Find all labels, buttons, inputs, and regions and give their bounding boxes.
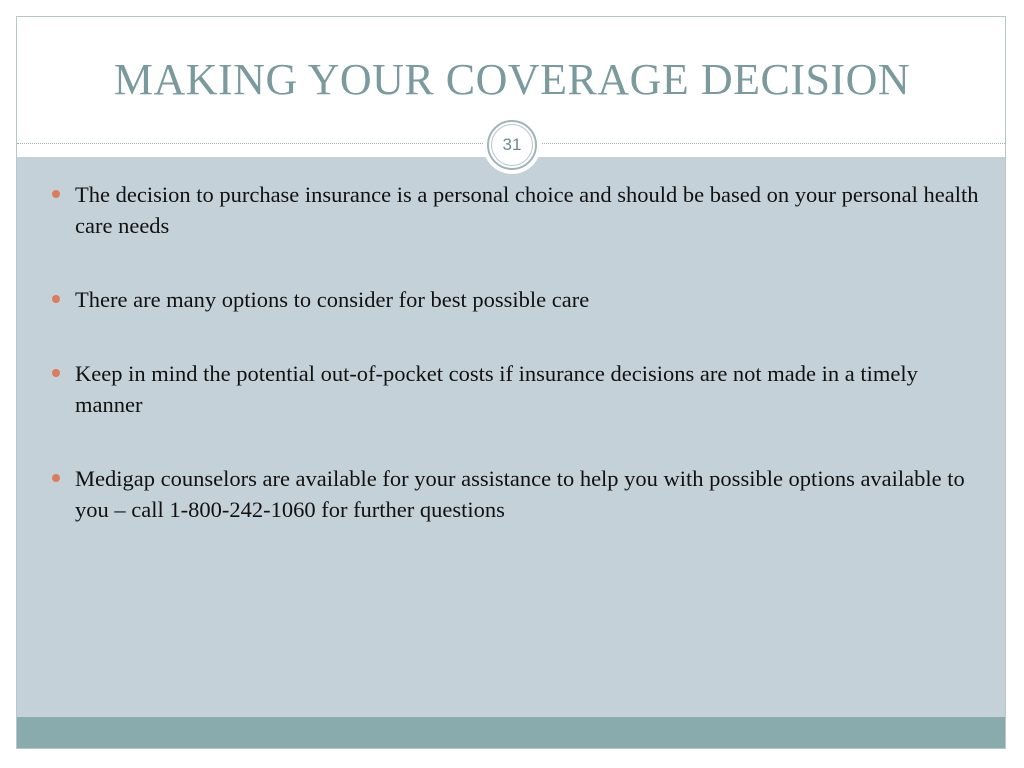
bullet-dot-icon <box>52 369 60 377</box>
footer-bar <box>17 717 1006 749</box>
list-item <box>41 284 981 315</box>
slide-title: MAKING YOUR COVERAGE DECISION <box>113 55 911 104</box>
bullet-dot-icon <box>52 190 60 198</box>
bullet-dot-icon <box>52 474 60 482</box>
bullet-text: Medigap counselors are available for your assistance to help you with possible options available to you – call 1-800-242-1060 for further questions <box>75 466 965 522</box>
bullet-dot-icon <box>52 295 60 303</box>
bullet-text: Keep in mind the potential out-of-pocket costs if insurance decisions are not made in a timely manner <box>75 361 918 417</box>
bullet-text: There are many options to consider for best possible care <box>75 287 590 312</box>
page-number-badge: 31 <box>491 124 533 166</box>
bullet-list <box>41 179 981 568</box>
bullet-text: The decision to purchase insurance is a personal choice and should be based on your personal health care needs <box>75 182 979 238</box>
slide-frame <box>16 16 1006 749</box>
list-item <box>41 179 981 241</box>
list-item <box>41 358 981 420</box>
list-item <box>41 463 981 525</box>
